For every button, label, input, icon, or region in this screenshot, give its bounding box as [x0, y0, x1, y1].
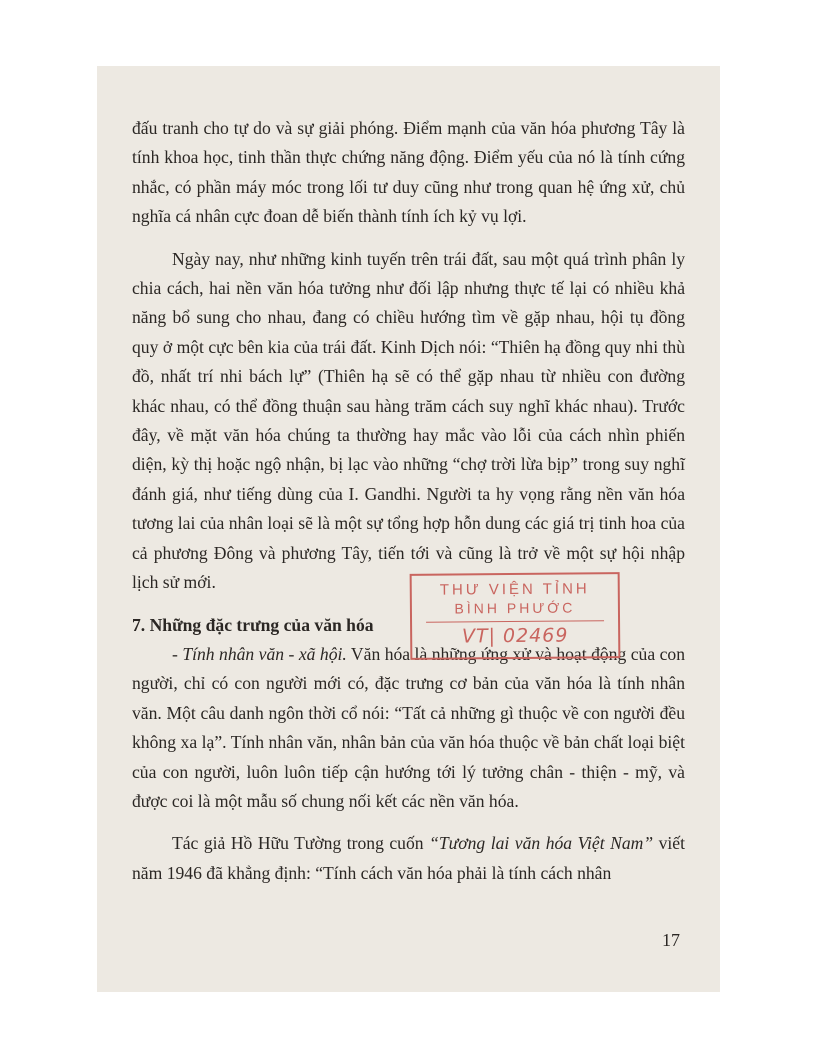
stamp-registration-code: VT| 02469: [461, 624, 569, 648]
paragraph-2: Ngày nay, như những kinh tuyến trên trái đất, sau một quá trình phân ly chia cách, hai nền văn hóa tưởng như đối lập nhưng thực tế lại có nhiều khả năng bổ sung cho nhau, đang có chiều hướng tìm về gặp nhau, hội tụ đồng quy ở một cực bên kia của trái đất. Kinh Dịch nói: “Thiên hạ đồng quy nhi thù đồ, nhất trí nhi bách lự” (Thiên hạ sẽ có thể gặp nhau từ nhiều con đường khác nhau, có thể đồng thuận sau hàng trăm cách suy nghĩ khác nhau). Trước đây, về mặt văn hóa chúng ta thường hay mắc vào lỗi của cách nhìn phiến diện, kỳ thị hoặc ngộ nhận, bị lạc vào những “chợ trời lừa bịp” trong suy nghĩ đánh giá, như tiếng dùng của I. Gandhi. Người ta hy vọng rằng nền văn hóa tương lai của nhân loại sẽ là một sự tổng hợp hỗn dung các giá trị tinh hoa của cả phương Đông và phương Tây, tiến tới và cũng là trở về một sự hội nhập lịch sử mới.: [132, 248, 685, 593]
book-page: [97, 66, 720, 992]
paragraph-4-end: viết năm 1946 đã khẳng định: “Tính cách văn hóa phải là tính cách nhân: [132, 833, 686, 883]
paragraph-4: [132, 829, 685, 888]
body-text: [132, 114, 685, 888]
section-heading: 7. Những đặc trưng của văn hóa: [132, 614, 374, 635]
paragraph-3: [132, 640, 685, 816]
paragraph-3-lead: - Tính nhân văn - xã hội.: [172, 643, 347, 664]
stamp-province: BÌNH PHƯỚC: [454, 599, 576, 617]
paragraph-1: đấu tranh cho tự do và sự giải phóng. Điểm mạnh của văn hóa phương Tây là tính khoa học, tinh thần thực chứng năng động. Điểm yếu của nó là tính cứng nhắc, có phần máy móc trong lối tư duy cũng như trong quan hệ ứng xử, chủ nghĩa cá nhân cực đoan dễ biến thành tính ích kỷ vụ lợi.: [132, 118, 685, 227]
paragraph-4-start: Tác giả Hồ Hữu Tường trong cuốn: [172, 833, 430, 854]
stamp-divider: [426, 620, 604, 623]
stamp-library-name: THƯ VIỆN TỈNH: [439, 580, 590, 599]
paragraph-3-body: Văn hóa là những ứng xử và hoạt động của con người, chỉ có con người mới có, đặc trưng cơ bản của văn hóa là tính nhân văn. Một câu danh ngôn thời cổ nói: “Tất cả những gì thuộc về con người đều không xa lạ”. Tính nhân văn, nhân bản của văn hóa thuộc về bản chất loại biệt của con người, luôn luôn tiếp cận hướng tới lý tưởng chân - thiện - mỹ, và được coi là một mẫu số chung nối kết các nền văn hóa.: [132, 643, 685, 811]
book-title: “Tương lai văn hóa Việt Nam”: [429, 833, 654, 854]
page-number: 17: [662, 930, 680, 950]
library-stamp: [410, 572, 621, 660]
